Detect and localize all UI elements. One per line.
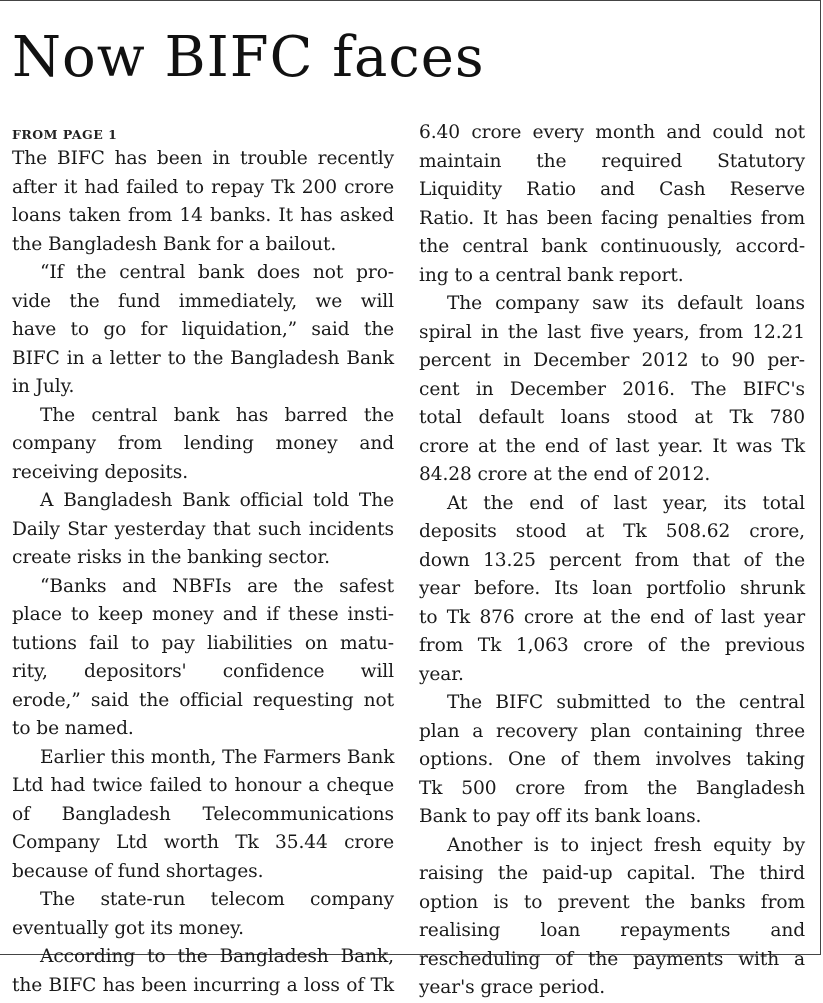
article-line: Liquidity Ratio and Cash Reserve (419, 179, 805, 200)
article-line: Earlier this month, The Farmers Bank (40, 746, 395, 768)
article-line: raising the paid-up capital. The third (419, 863, 805, 884)
article-line: place to keep money and if these insti- (12, 604, 394, 625)
article-line: from Tk 1,063 crore of the previous (419, 635, 805, 656)
article-line: to Tk 876 crore at the end of last year (419, 606, 805, 628)
article-line: maintain the required Statutory (419, 150, 805, 172)
article-line: Another is to inject fresh equity by (447, 834, 805, 856)
page-jump-kicker: FROM PAGE 1 (12, 127, 118, 142)
article-line: The company saw its default loans (447, 293, 805, 314)
article-line: The central bank has barred the (40, 404, 394, 426)
article-line: year's grace period. (419, 977, 605, 998)
article-line: BIFC in a letter to the Bangladesh Bank (12, 347, 394, 369)
article-line: Daily Star yesterday that such incidents (12, 518, 394, 540)
article-line: spiral in the last five years, from 12.21 (419, 321, 805, 343)
article-line: options. One of them involves taking (419, 749, 805, 770)
headline: Now BIFC faces (12, 25, 485, 90)
article-line: vide the fund immediately, we will (12, 290, 394, 312)
article-line: the BIFC has been incurring a loss of Tk (12, 974, 394, 996)
article-line: option is to prevent the banks from (419, 891, 805, 913)
article-line: ing to a central bank report. (419, 264, 684, 286)
article-line: The BIFC submitted to the central (447, 692, 805, 713)
article-line: According to the Bangladesh Bank, (40, 946, 394, 967)
article-line: year. (419, 663, 464, 685)
article-line: total default loans stood at Tk 780 (419, 407, 805, 428)
article-line: eventually got its money. (12, 917, 244, 939)
article-line: The BIFC has been in trouble recently (12, 148, 394, 169)
article-line: of Bangladesh Telecommunications (12, 803, 394, 825)
article-line: Tk 500 crore from the Bangladesh (419, 777, 805, 799)
article-line: Bank to pay off its bank loans. (419, 806, 702, 827)
article-line: because of fund shortages. (12, 860, 264, 882)
article-line: tutions fail to pay liabilities on matu- (12, 632, 394, 654)
article-line: company from lending money and (12, 433, 394, 454)
article-line: 6.40 crore every month and could not (419, 122, 805, 143)
article-line: after it had failed to repay Tk 200 crore (12, 176, 394, 198)
article-line: erode,” said the official requesting not (12, 689, 394, 711)
article-line: A Bangladesh Bank official told The (40, 490, 394, 511)
article-line: year before. Its loan portfolio shrunk (419, 578, 805, 599)
article-line: 84.28 crore at the end of 2012. (419, 464, 711, 485)
article-line: in July. (12, 376, 75, 397)
article-line: deposits stood at Tk 508.62 crore, (419, 521, 805, 542)
article-line: cent in December 2016. The BIFC's (419, 378, 805, 400)
article-line: The state-run telecom company (40, 889, 394, 910)
article-line: “If the central bank does not pro- (40, 262, 394, 283)
right-column (419, 119, 805, 1003)
article-line: create risks in the banking sector. (12, 547, 330, 568)
article-line: rescheduling of the payments with a (419, 948, 805, 970)
article-line: have to go for liquidation,” said the (12, 319, 394, 340)
article-line: the central bank continuously, accord- (419, 236, 805, 257)
article-line: down 13.25 percent from that of the (419, 549, 805, 571)
article-line: crore at the end of last year. It was Tk (419, 435, 805, 457)
article-line: rity, depositors' confidence will (12, 661, 394, 682)
article-line: plan a recovery plan containing three (419, 720, 805, 742)
article-line: Ltd had twice failed to honour a cheque (12, 775, 394, 796)
article-line: Ratio. It has been facing penalties from (419, 207, 805, 229)
article-line: the Bangladesh Bank for a bailout. (12, 233, 337, 255)
article-line: Company Ltd worth Tk 35.44 crore (12, 832, 394, 853)
article-line: receiving deposits. (12, 461, 189, 483)
article-line: realising loan repayments and (419, 920, 805, 941)
article-line: “Banks and NBFIs are the safest (40, 575, 394, 597)
article-line: to be named. (12, 718, 134, 739)
article-line: At the end of last year, its total (447, 492, 805, 514)
article-line: loans taken from 14 banks. It has asked (12, 205, 394, 226)
article-line: percent in December 2012 to 90 per- (419, 350, 805, 371)
left-column (12, 117, 394, 1000)
